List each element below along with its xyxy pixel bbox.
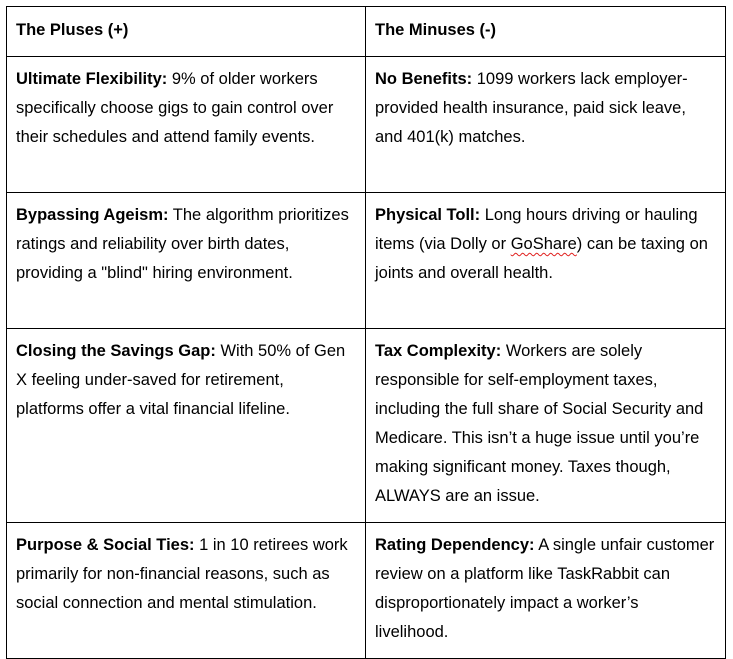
minus-cell[interactable] — [366, 329, 726, 523]
header-row — [7, 7, 726, 57]
minus-cell[interactable] — [366, 57, 726, 193]
minus-text: Workers are solely responsible for self-employment taxes, including the full share of Social Security and Medicare. This isn’t a huge issue until you’re making significant money. Taxes though, ALWAYS are an issue. — [375, 342, 704, 505]
minus-text: A single unfair customer review on a platform like TaskRabbit can disproportionately impact a worker’s livelihood. — [375, 536, 715, 641]
plus-cell[interactable] — [7, 57, 366, 193]
minus-text: 1099 workers lack employer-provided health insurance, paid sick leave, and 401(k) matches. — [375, 70, 688, 146]
plus-text: 9% of older workers specifically choose gigs to gain control over their schedules and attend family events. — [16, 70, 334, 146]
plus-text: The algorithm prioritizes ratings and reliability over birth dates, providing a "blind" hiring environment. — [16, 206, 349, 282]
plus-text: 1 in 10 retirees work primarily for non-financial reasons, such as social connection and mental stimulation. — [16, 536, 348, 612]
table-row — [7, 329, 726, 523]
header-pluses[interactable]: The Pluses (+) — [7, 7, 366, 57]
plus-title: Closing the Savings Gap: — [16, 342, 216, 360]
minus-title: Physical Toll: — [375, 206, 481, 224]
table-row — [7, 193, 726, 329]
minus-cell[interactable] — [366, 523, 726, 659]
plus-text: With 50% of Gen X feeling under-saved for retirement, platforms offer a vital financial lifeline. — [16, 342, 346, 418]
plus-cell[interactable] — [7, 193, 366, 329]
minus-title: Tax Complexity: — [375, 342, 502, 360]
header-minuses[interactable]: The Minuses (-) — [366, 7, 726, 57]
minus-title: No Benefits: — [375, 70, 473, 88]
table-row — [7, 523, 726, 659]
minus-text-after: ) can be taxing on joints and overall health. — [375, 235, 708, 282]
minus-text-before: Long hours driving or hauling items (via Dolly or — [375, 206, 698, 253]
plus-title: Bypassing Ageism: — [16, 206, 169, 224]
pros-cons-table — [6, 6, 726, 659]
plus-cell[interactable] — [7, 329, 366, 523]
plus-cell[interactable] — [7, 523, 366, 659]
minus-cell[interactable] — [366, 193, 726, 329]
minus-title: Rating Dependency: — [375, 536, 535, 554]
spellcheck-flagged-word[interactable]: GoShare — [510, 235, 577, 253]
plus-title: Ultimate Flexibility: — [16, 70, 168, 88]
table-row — [7, 57, 726, 193]
plus-title: Purpose & Social Ties: — [16, 536, 195, 554]
